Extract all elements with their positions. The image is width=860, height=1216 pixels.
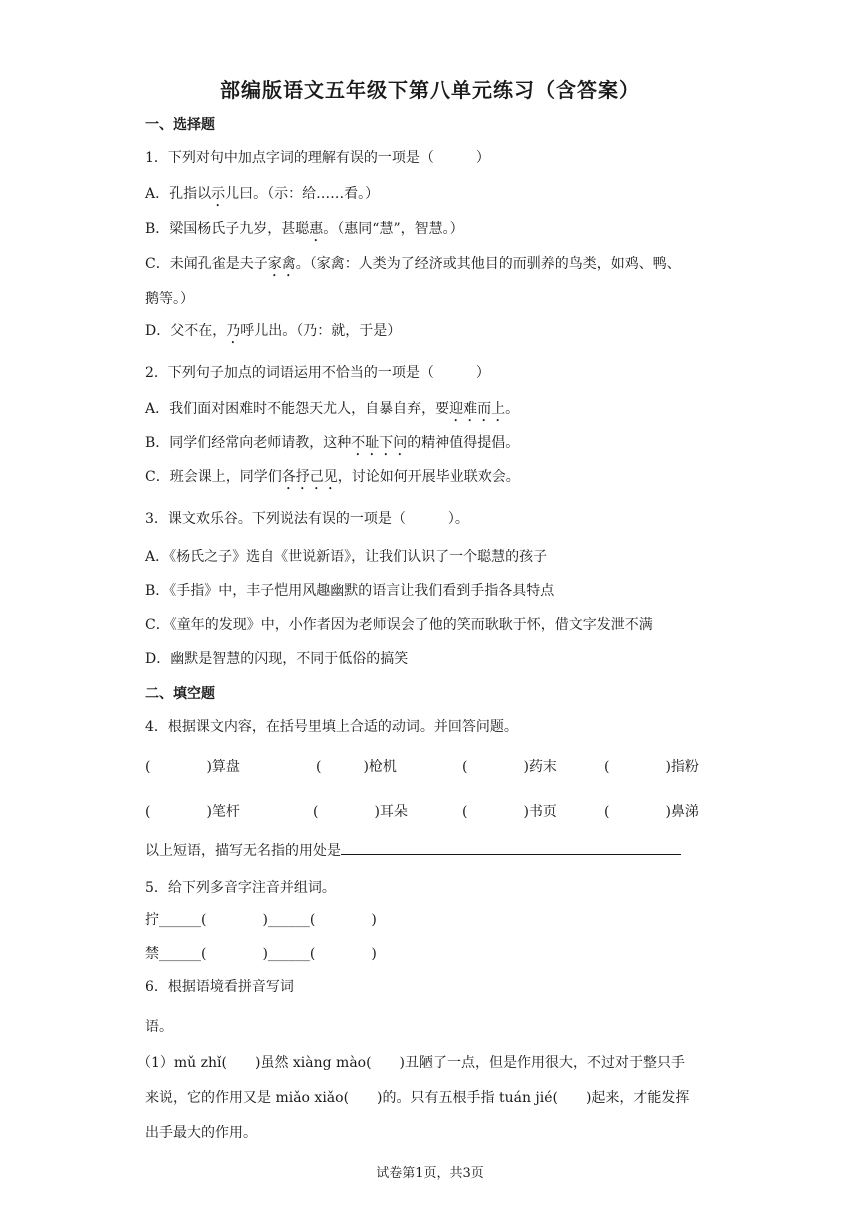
question-6-stem-continued: 语。 xyxy=(145,1019,173,1035)
option-text: ，讨论如何开展毕业联欢会。 xyxy=(337,469,520,485)
fill-blank-phrase: ( )药末 xyxy=(462,759,557,775)
section-heading-fill: 二、填空题 xyxy=(145,686,215,702)
option-text: B．同学们经常向老师请教，这种 xyxy=(145,435,352,451)
question-3-option-a: A．《杨氏之子》选自《世说新语》，让我们认识了一个聪慧的孩子 xyxy=(145,549,548,565)
option-text: 的精神值得提倡。 xyxy=(407,435,520,451)
question-1-stem: 1．下列对句中加点字词的理解有误的一项是（ ） xyxy=(145,150,490,166)
option-text: D．父不在， xyxy=(145,323,227,339)
answer-blank[interactable] xyxy=(341,840,681,855)
question-6-paragraph-line-2: 来说，它的作用又是 miǎo xiǎo( )的。只有五根手指 tuán jié( )起来，才能发挥 xyxy=(145,1090,690,1106)
question-4-answer-line xyxy=(145,840,681,860)
dotted-word: 迎难而上 xyxy=(449,401,506,417)
question-3-option-d: D．幽默是智慧的闪现，不同于低俗的搞笑 xyxy=(145,651,409,667)
question-text: 以上短语，描写无名指的用处是 xyxy=(145,843,341,859)
question-2-option-b xyxy=(145,432,519,459)
option-text: 。（惠同“慧”，智慧。） xyxy=(323,221,464,237)
question-3-option-b: B．《手指》中，丰子恺用风趣幽默的语言让我们看到手指各具特点 xyxy=(145,583,555,599)
fill-blank-phrase: ( )书页 xyxy=(462,804,557,820)
question-2-option-a xyxy=(145,398,519,425)
page-footer: 试卷第1页，共3页 xyxy=(376,1166,484,1181)
question-2-stem: 2．下列句子加点的词语运用不恰当的一项是（ ） xyxy=(145,365,490,381)
option-text: A．我们面对困难时不能怨天尤人，自暴自弃，要 xyxy=(145,401,450,417)
option-text: 呼儿出。（乃：就，于是） xyxy=(240,323,402,339)
option-text: A．孔指以 xyxy=(145,186,212,202)
option-text: 。（家禽：人类为了经济或其他目的而驯养的鸟类，如鸡、鸭、 xyxy=(295,256,681,272)
question-5-line-2: 禁______( )______( ) xyxy=(145,946,377,962)
question-6-paragraph-line-3: 出手最大的作用。 xyxy=(145,1125,257,1141)
question-6-stem: 6．根据语境看拼音写词 xyxy=(145,979,294,995)
question-1-option-a xyxy=(145,183,379,210)
question-1-option-d xyxy=(145,320,401,347)
question-4-stem: 4．根据课文内容，在括号里填上合适的动词。并回答问题。 xyxy=(145,719,518,735)
section-heading-choice: 一、选择题 xyxy=(145,117,215,133)
dotted-word: 惠 xyxy=(309,221,324,237)
option-text: 儿曰。（示：给……看。） xyxy=(225,186,380,202)
dotted-word: 不耻下问 xyxy=(351,435,408,451)
dotted-word: 乃 xyxy=(226,323,241,339)
question-5-line-1: 拧______( )______( ) xyxy=(145,912,377,928)
question-5-stem: 5．给下列多音字注音并组词。 xyxy=(145,880,336,896)
dotted-word: 示 xyxy=(211,186,226,202)
dotted-word: 家禽 xyxy=(267,256,296,272)
question-3-stem: 3．课文欢乐谷。下列说法有误的一项是（ ）。 xyxy=(145,511,469,527)
document-title: 部编版语文五年级下第八单元练习（含答案） xyxy=(220,78,640,102)
option-text: B．梁国杨氏子九岁，甚聪 xyxy=(145,221,310,237)
option-text: C．班会课上，同学们 xyxy=(145,469,282,485)
option-text: 。 xyxy=(505,401,520,417)
question-1-option-c-continued: 鹅等。） xyxy=(145,291,194,307)
fill-blank-phrase: ( )枪机 xyxy=(316,759,397,775)
question-1-option-b xyxy=(145,218,464,245)
fill-blank-phrase: ( )鼻涕 xyxy=(604,804,699,820)
dotted-word: 各抒己见 xyxy=(281,469,338,485)
question-1-option-c xyxy=(145,253,681,280)
question-6-paragraph-line-1: （1）mǔ zhǐ( )虽然 xiàng mào( )丑陋了一点，但是作用很大，不过对于整只手 xyxy=(137,1055,686,1071)
fill-blank-phrase: ( )指粉 xyxy=(604,759,699,775)
option-text: C．未闻孔雀是夫子 xyxy=(145,256,268,272)
fill-blank-phrase: ( )笔杆 xyxy=(145,804,240,820)
fill-blank-phrase: ( )耳朵 xyxy=(313,804,408,820)
question-2-option-c xyxy=(145,466,520,493)
fill-blank-phrase: ( )算盘 xyxy=(145,759,240,775)
question-3-option-c: C．《童年的发现》中，小作者因为老师误会了他的笑而耿耿于怀，借文字发泄不满 xyxy=(145,617,653,633)
